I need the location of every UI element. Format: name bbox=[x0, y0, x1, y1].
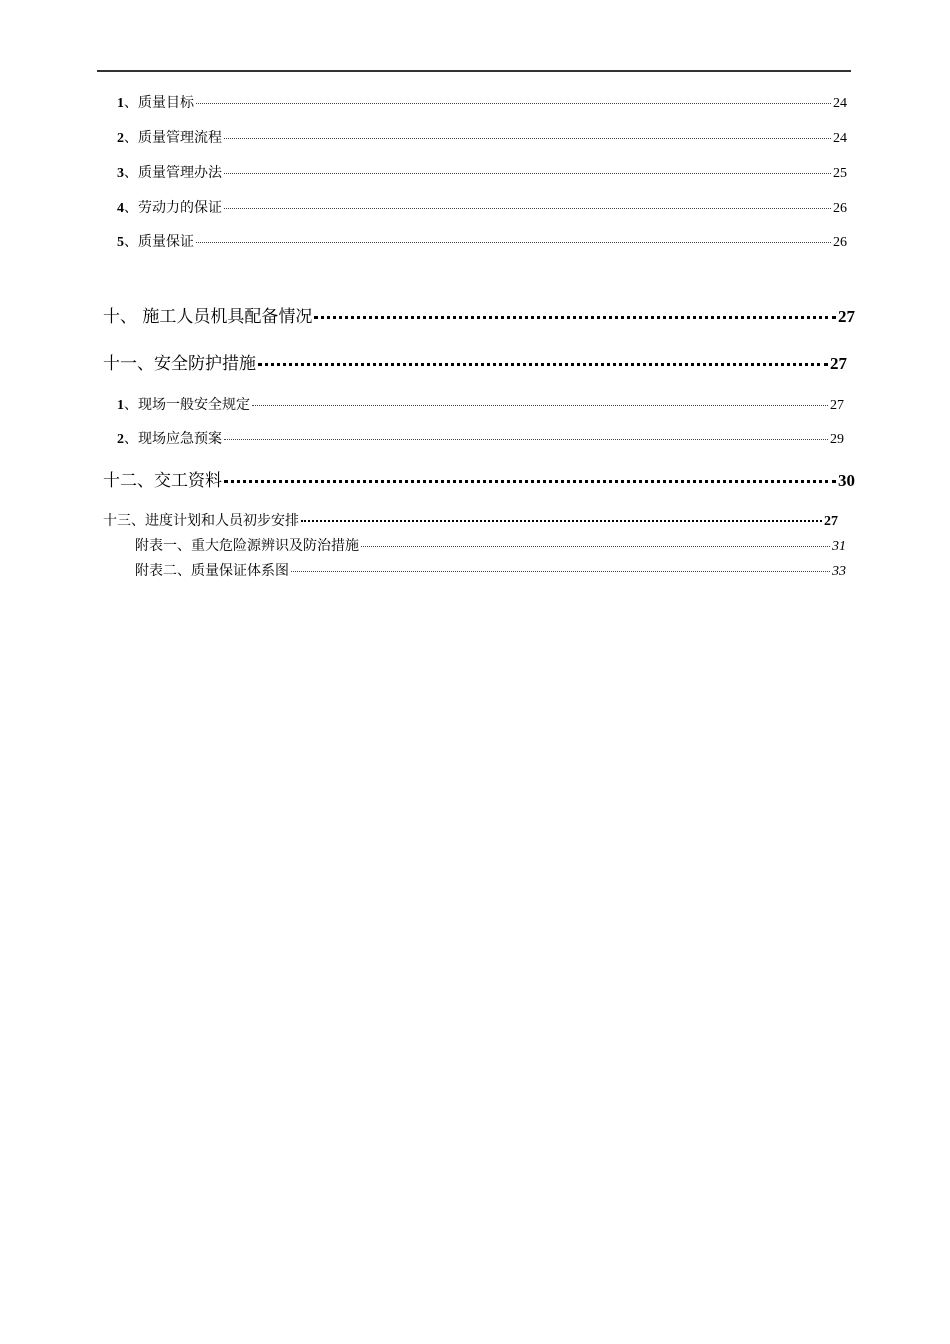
toc-section-12[interactable] bbox=[103, 466, 855, 491]
toc-entry-labor-guarantee[interactable] bbox=[117, 197, 847, 217]
dot-leader bbox=[314, 305, 836, 322]
entry-page: 29 bbox=[830, 432, 844, 447]
toc-entry-quality-guarantee[interactable] bbox=[117, 231, 847, 251]
dot-leader bbox=[224, 198, 831, 212]
appendix-page: 31 bbox=[832, 539, 846, 554]
header-rule bbox=[97, 70, 851, 72]
toc-section-11[interactable] bbox=[103, 349, 847, 374]
toc-entry-quality-goal[interactable] bbox=[117, 92, 847, 112]
entry-page: 24 bbox=[833, 96, 847, 111]
section-title: 十三、进度计划和人员初步安排 bbox=[103, 513, 299, 529]
entry-title: 、质量管理流程 bbox=[124, 130, 222, 146]
toc-section-13[interactable] bbox=[103, 510, 838, 530]
entry-page: 26 bbox=[833, 235, 847, 250]
section-title: 十一、安全防护措施 bbox=[103, 354, 256, 374]
appendix-title: 附表一、重大危险源辨识及防治措施 bbox=[135, 538, 359, 554]
section-page: 27 bbox=[838, 307, 855, 326]
section-title: 十二、交工资料 bbox=[103, 471, 222, 491]
dot-leader bbox=[196, 232, 831, 246]
dot-leader bbox=[224, 429, 828, 443]
dot-leader bbox=[252, 395, 828, 409]
toc-entry-quality-process[interactable] bbox=[117, 127, 847, 147]
dot-leader bbox=[224, 163, 831, 177]
toc-entry-site-safety-rules[interactable] bbox=[117, 394, 844, 414]
appendix-title: 附表二、质量保证体系图 bbox=[135, 563, 289, 579]
dot-leader bbox=[196, 93, 831, 107]
section-page: 27 bbox=[830, 354, 847, 373]
section-title: 十、 施工人员机具配备情况 bbox=[103, 307, 313, 327]
toc-appendix-1[interactable] bbox=[135, 535, 846, 555]
dot-leader bbox=[224, 128, 831, 142]
entry-number: 1 bbox=[117, 96, 124, 111]
entry-title: 、质量目标 bbox=[124, 95, 194, 111]
entry-number: 2 bbox=[117, 432, 124, 447]
entry-title: 、现场一般安全规定 bbox=[124, 397, 250, 413]
dot-leader bbox=[291, 561, 830, 575]
entry-page: 25 bbox=[833, 166, 847, 181]
appendix-page: 33 bbox=[832, 564, 846, 579]
entry-number: 4 bbox=[117, 201, 124, 216]
dot-leader bbox=[258, 352, 828, 369]
entry-title: 、质量保证 bbox=[124, 234, 194, 250]
entry-page: 27 bbox=[830, 398, 844, 413]
entry-page: 26 bbox=[833, 201, 847, 216]
dot-leader bbox=[301, 511, 822, 525]
toc-entry-quality-method[interactable] bbox=[117, 162, 847, 182]
toc-entry-emergency-plan[interactable] bbox=[117, 428, 844, 448]
entry-number: 3 bbox=[117, 166, 124, 181]
entry-number: 2 bbox=[117, 131, 124, 146]
toc-appendix-2[interactable] bbox=[135, 560, 846, 580]
toc-section-10[interactable] bbox=[103, 302, 855, 327]
dot-leader bbox=[361, 536, 830, 550]
section-page: 30 bbox=[838, 471, 855, 490]
entry-title: 、劳动力的保证 bbox=[124, 200, 222, 216]
entry-number: 1 bbox=[117, 398, 124, 413]
entry-title: 、现场应急预案 bbox=[124, 431, 222, 447]
dot-leader bbox=[224, 469, 836, 486]
section-page: 27 bbox=[824, 514, 838, 529]
entry-number: 5 bbox=[117, 235, 124, 250]
entry-title: 、质量管理办法 bbox=[124, 165, 222, 181]
entry-page: 24 bbox=[833, 131, 847, 146]
